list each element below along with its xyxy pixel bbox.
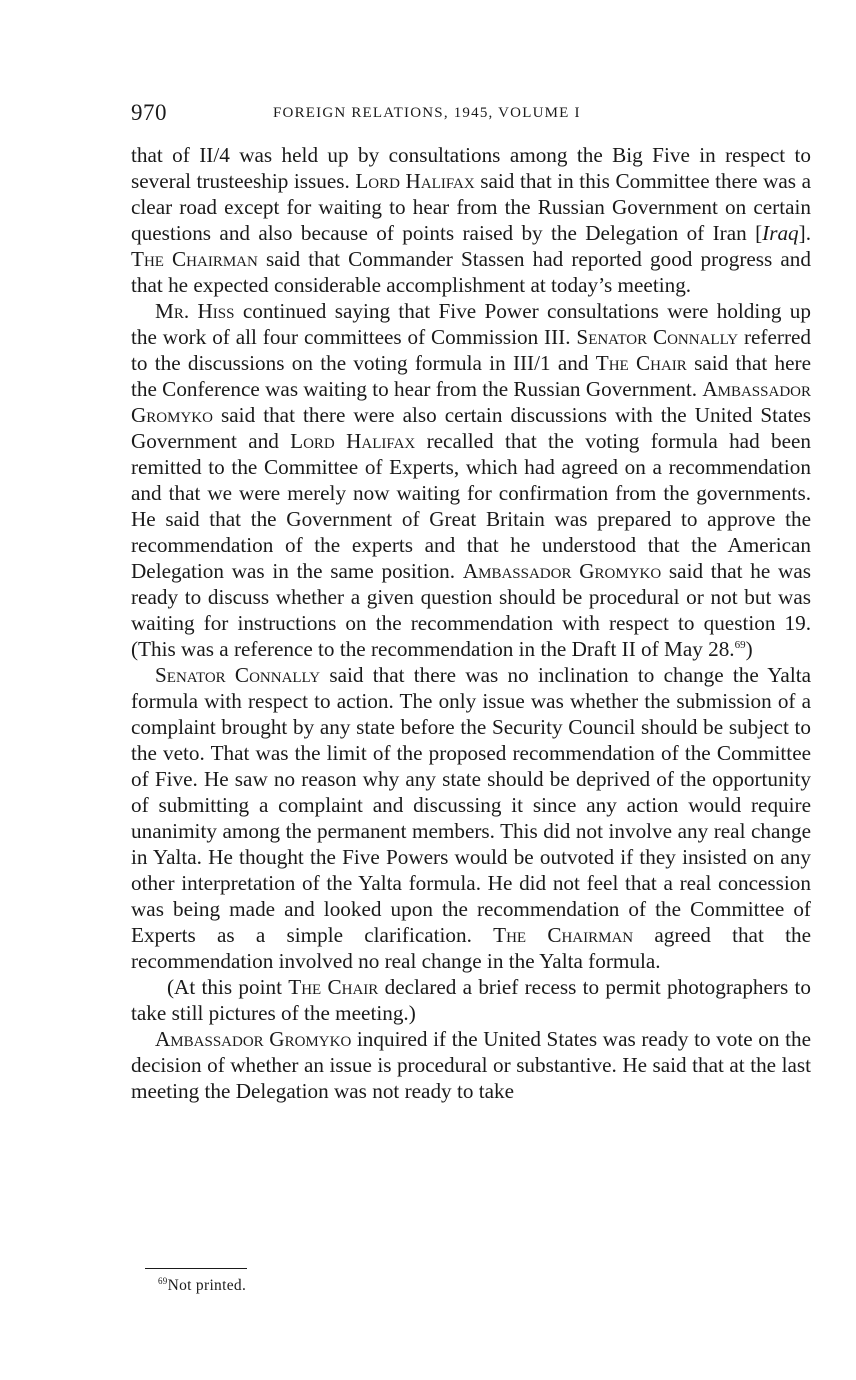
speaker-name: Ambassador Gromyko [462,559,662,583]
text-run: said that there was no inclination to change the Yalta formula with respect to action. The only issue was whether the submission of a complaint brought by any state before the Security Council should be subject to the veto. That was the limit of the proposed recommendation of the Committee of Five. He saw no reason why any state should be deprived of the opportunity of submitting a complaint and discussing it since any action would require unanimity among the permanent members. This did not involve any real change in Yalta. He thought the Five Powers would be outvoted if they insisted on any other interpretation of the Yalta formula. He did not feel that a real concession was being made and looked upon the recommendation of the Committee of Experts as a simple clarification. [131,663,811,947]
speaker-name: Ambassador Gromyko [155,1027,352,1051]
text-run: declared a brief recess to permit photographers to take still pictures of the meeting.) [131,975,811,1025]
speaker-name: Senator Connally [576,325,739,349]
page-number: 970 [131,100,167,125]
text-run: said that Commander Stassen had reported good progress and that he expected considerable accomplishment at today’s meeting. [131,247,811,297]
running-head [131,100,811,126]
footnote [158,1277,246,1295]
footnote-reference: 69 [734,638,746,651]
speaker-name: The Chairman [493,923,634,947]
editorial-insertion: Iraq [762,221,799,245]
footnote-divider [145,1268,247,1269]
running-title: FOREIGN RELATIONS, 1945, VOLUME I [273,105,581,121]
speaker-name: The Chairman [131,247,258,271]
paragraph-p5 [131,1026,811,1104]
text-run: said that he was ready to discuss whether a given question should be procedural or not but was waiting for instructions on the recommendation with respect to question 19. (This was a reference to the recommendation in the Draft II of May 28. [131,559,811,661]
text-run: ) [745,637,753,661]
speaker-name: The Chair [595,351,687,375]
speaker-name: Mr. Hiss [155,299,235,323]
speaker-name: Senator Connally [155,663,321,687]
text-run: agreed that the recommendation involved no real change in the Yalta formula. [131,923,811,973]
speaker-name: Lord Halifax [290,429,416,453]
speaker-name: The Chair [288,975,379,999]
text-run: (At this point [167,975,289,999]
speaker-name: Ambassador Gromyko [131,377,811,427]
text-run: recalled that the voting formula had been remitted to the Committee of Experts, which had agreed on a recommendation and that we were merely now waiting for confirmation from the governments. He said that the Government of Great Britain was prepared to approve the recommendation of the experts and that he understood that the American Delegation was in the same position. [131,429,811,583]
body-text [131,142,811,1104]
paragraph-p4 [131,974,811,1026]
text-run: said that there were also certain discussions with the United States Government and [131,403,811,453]
text-run: said that in this Committee there was a clear road except for waiting to hear from the Russian Government on certain questions and also because of points raised by the Delegation of Iran [ [131,169,811,245]
footnote-text: Not printed. [167,1277,247,1294]
text-run: continued saying that Five Power consultations were holding up the work of all four committees of Commission III. [131,299,811,349]
text-run: referred to the discussions on the voting formula in III/1 and [131,325,812,375]
paragraph-p1 [131,142,811,298]
speaker-name: Lord Halifax [355,169,475,193]
paragraph-p2 [131,298,811,662]
text-run: ]. [798,221,811,245]
paragraph-p3 [131,662,811,974]
footnote-marker: 69 [158,1275,168,1286]
text-run: that of II/4 was held up by consultations among the Big Five in respect to several trusteeship issues. [131,143,811,193]
text-run: inquired if the United States was ready to vote on the decision of whether an issue is procedural or substantive. He said that at the last meeting the Delegation was not ready to take [131,1027,811,1103]
text-run: said that here the Conference was waiting to hear from the Russian Government. [131,351,812,401]
